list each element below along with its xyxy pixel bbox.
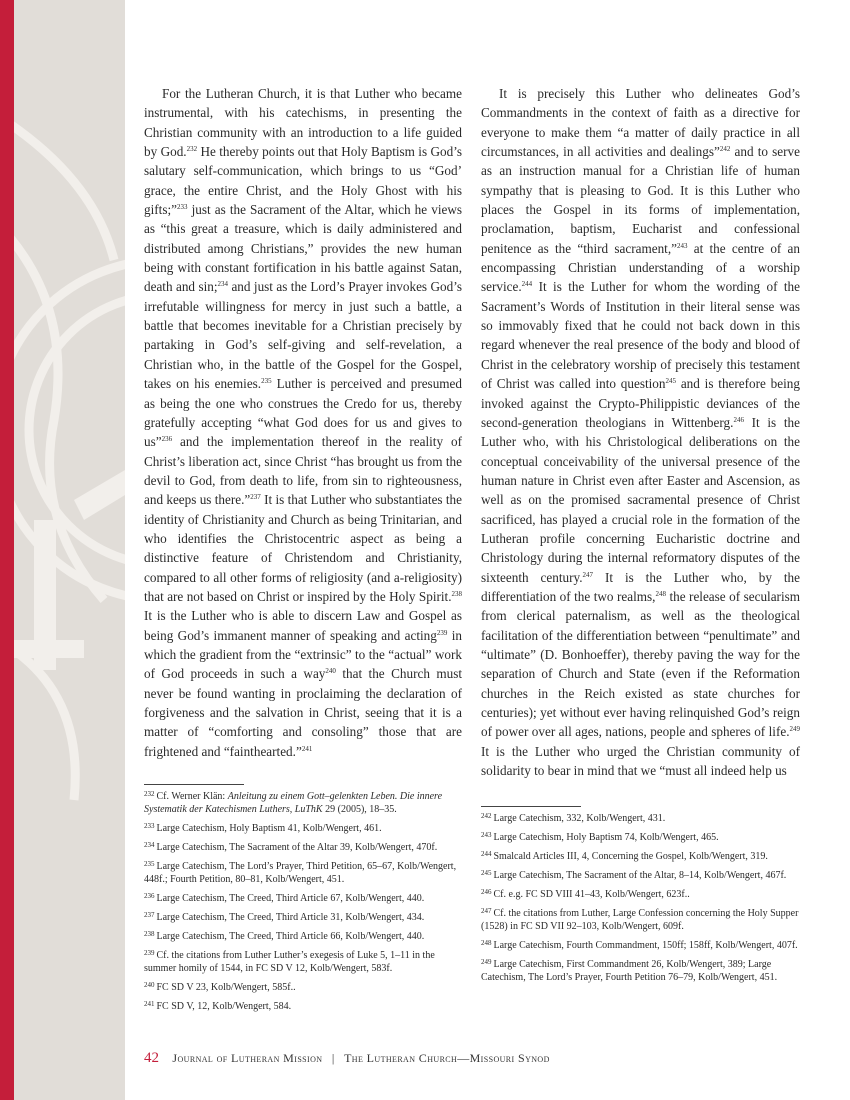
page-footer — [144, 1050, 550, 1067]
publisher-name: The Lutheran Church—Missouri Synod — [344, 1051, 550, 1065]
text-run: Large Catechism, Holy Baptism 74, Kolb/Wengert, 465. — [493, 832, 719, 843]
text-run: that the Church must never be found wanting in proclaiming the declaration of forgiveness and the salvation in Christ, seeing that it is a matter of “comforting and consoling” those that are frightened and “fainthearted.” — [144, 666, 462, 759]
footnote-number: 242 — [481, 812, 492, 820]
footnote-rule-left — [144, 784, 244, 785]
text-run: Large Catechism, The Creed, Third Article 31, Kolb/Wengert, 434. — [156, 912, 425, 923]
footnote-item — [481, 937, 800, 952]
footnote-ref: 248 — [655, 589, 666, 598]
text-run: Smalcald Articles III, 4, Concerning the Gospel, Kolb/Wengert, 319. — [493, 851, 768, 862]
text-run: and the implementation thereof in the reality of Christ’s liberation act, since Christ “has brought us from the devil to God, from death to life, from sin to righteousness, and keeps us there.” — [144, 434, 462, 508]
text-run: Large Catechism, The Sacrament of the Altar, 8–14, Kolb/Wengert, 467f. — [493, 870, 787, 881]
footnote-ref: 242 — [719, 145, 731, 154]
text-run: and just as the Lord’s Prayer invokes God’s irrefutable willingness for mercy in just such a battle, a battle that becomes inevitable for a Christian precisely by partaking in God’s self-giving and self-revelation, a Christian who, in the battle of the Gospel for the Gospel, takes on his enemies. — [144, 279, 462, 392]
footnote-number: 238 — [144, 930, 155, 938]
right-text-column — [481, 84, 800, 780]
text-run: at the centre of an encompassing Christian understanding of a worship service. — [481, 240, 800, 295]
text-run: FC SD V, 12, Kolb/Wengert, 584. — [156, 1001, 292, 1012]
text-run: and is therefore being invoked against the Crypto-Philippistic deviances of the second-generation theologians in Wittenberg. — [481, 376, 800, 430]
text-run: in which the gradient from the “extrinsic” to the “actual” work of God proceeds in such a way — [144, 627, 462, 682]
left-body-paragraph — [144, 84, 462, 761]
footnote-number: 248 — [481, 939, 492, 947]
text-run: FC SD V 23, Kolb/Wengert, 585f.. — [156, 982, 296, 993]
text-run: Cf. Werner Klän: — [156, 791, 228, 802]
footnote-item — [144, 839, 462, 854]
footnote-item — [144, 928, 462, 943]
text-run: It is the Luther who urged the Christian community of solidarity to bear in mind that we “must all indeed help us — [481, 743, 800, 779]
footnote-ref: 238 — [451, 589, 462, 598]
footnote-item — [481, 956, 800, 984]
footnote-ref: 235 — [261, 377, 272, 386]
footnote-number: 244 — [481, 850, 492, 858]
text-run: It is the Luther who, with his Christological deliberations on the conceptual conceivability of the universal presence of the human nature in Christ even after Easter and Ascension, as well as on the promised sacramental presence of Christ sacrificed, has played a crucial role in the formation of the Lutheran profile concerning Eucharistic doctrine and Christology during the internal reformatory disputes of the sixteenth century. — [481, 414, 800, 585]
text-run: Luther is perceived and presumed as being the one who construes the Credo for us, thereby gratefully accepting “what God does for us and gives to us” — [144, 376, 462, 450]
footnote-item — [481, 829, 800, 844]
footnote-number: 247 — [481, 907, 492, 915]
text-run: It is the Luther who is able to discern Law and Gospel as being God’s immanent manner of speaking and acting — [144, 608, 462, 643]
footnote-rule-right — [481, 806, 581, 807]
footnote-ref: 236 — [161, 435, 173, 444]
footnote-number: 232 — [144, 790, 155, 798]
footnote-item — [144, 909, 462, 924]
footnote-ref: 239 — [436, 628, 448, 637]
text-run: It is the Luther who, by the differentiation of the two realms, — [481, 569, 800, 604]
footnote-item — [144, 788, 462, 816]
footnote-item — [144, 858, 462, 886]
footnote-item — [481, 848, 800, 863]
footnote-item — [144, 890, 462, 905]
footnote-number: 249 — [481, 958, 492, 966]
text-run: 29 (2005), 18–35. — [322, 804, 397, 815]
footnotes-right — [481, 810, 800, 988]
right-body-paragraph — [481, 84, 800, 780]
text-run: and to serve as an instruction manual for a Christian life of human sympathy that is pleasing to God. It is this Luther who places the Gospel in its forms of implementation, proclamation, baptism, Eucharist and confessional penitence as the “third sacrament,” — [481, 144, 800, 256]
footnote-number: 235 — [144, 860, 155, 868]
footnote-number: 233 — [144, 822, 155, 830]
text-run: Large Catechism, The Creed, Third Article 67, Kolb/Wengert, 440. — [156, 893, 425, 904]
footnote-number: 236 — [144, 892, 155, 900]
footnote-number: 245 — [481, 869, 492, 877]
text-run: Large Catechism, The Sacrament of the Altar 39, Kolb/Wengert, 470f. — [156, 842, 438, 853]
text-run: just as the Sacrament of the Altar, which he views as “this great a treasure, which is daily administered and distributed among Christians,” provides the new human being with constant fortification in his battle against Satan, death and sin; — [144, 202, 462, 295]
footnote-ref: 237 — [250, 493, 261, 502]
footnote-ref: 241 — [301, 744, 313, 753]
text-run: It is the Luther for whom the wording of the Sacrament’s Words of Institution in their literal sense was so immovably fixed that he could not back down in this regard whenever the real presence of the body and blood of Christ in the celebratory worship of precisely this testament of Christ was called into question — [481, 279, 800, 392]
footnote-ref: 246 — [733, 415, 744, 424]
footnote-number: 240 — [144, 981, 155, 989]
footnote-number: 246 — [481, 888, 492, 896]
left-text-column — [144, 84, 462, 761]
footer-separator: | — [331, 1051, 335, 1065]
watermark-logo-graphic — [14, 0, 125, 1100]
footnote-ref: 240 — [325, 667, 336, 676]
text-run: Large Catechism, First Commandment 26, Kolb/Wengert, 389; Large Catechism, The Lord’s Prayer, Fourth Petition 76–79, Kolb/Wengert, 451. — [481, 959, 778, 983]
footnote-item — [144, 979, 462, 994]
footnote-item — [144, 947, 462, 975]
text-run: Cf. the citations from Luther Luther’s exegesis of Luke 5, 1–11 in the summer homily of 1544, in FC SD V 12, Kolb/Wengert, 583f. — [144, 950, 435, 974]
red-edge-strip — [0, 0, 14, 1100]
journal-title: Journal of Lutheran Mission — [172, 1051, 323, 1065]
decorative-side-band — [14, 0, 125, 1100]
text-run: Cf. the citations from Luther, Large Confession concerning the Holy Supper (1528) in FC SD VII 92–103, Kolb/Wengert, 609f. — [481, 908, 799, 932]
footnote-item — [144, 998, 462, 1013]
footnote-number: 239 — [144, 949, 155, 957]
footnote-ref: 243 — [676, 241, 688, 250]
text-run: Large Catechism, Holy Baptism 41, Kolb/Wengert, 461. — [156, 823, 382, 834]
footnote-ref: 233 — [176, 203, 188, 212]
footnote-number: 237 — [144, 911, 155, 919]
footnote-item — [481, 886, 800, 901]
footnote-ref: 232 — [186, 145, 198, 154]
footnote-ref: 244 — [521, 280, 533, 289]
footnote-ref: 247 — [582, 570, 594, 579]
footnote-number: 243 — [481, 831, 492, 839]
italic-title: Anleitung zu einem Gott–gelenkten Leben. Die innere Systematik der Katechismen Luthers, LuThK — [144, 791, 443, 815]
text-run: For the Lutheran Church, it is that Luther who became instrumental, with his catechisms, in presenting the Christian community with an introduction to a life guided by God. — [144, 86, 462, 160]
text-run: Large Catechism, The Creed, Third Article 66, Kolb/Wengert, 440. — [156, 931, 425, 942]
text-run: Cf. e.g. FC SD VIII 41–43, Kolb/Wengert, 623f.. — [493, 889, 690, 900]
footnote-ref: 234 — [217, 280, 229, 289]
footnote-number: 241 — [144, 1000, 155, 1008]
text-run: the release of secularism from clerical paternalism, as well as the theological facilitation of the differentiation between “penultimate” and “ultimate” (D. Bonhoeffer), thereby paving the way for the separation of Church and State (even if the Reformation churches in the Reich existed as state churches for centuries); yet without ever having relinquished God’s reign of power over all ages, nations, people and spheres of life. — [481, 588, 800, 740]
text-run: Large Catechism, Fourth Commandment, 150ff; 158ff, Kolb/Wengert, 407f. — [493, 940, 798, 951]
footnote-number: 234 — [144, 841, 155, 849]
footnote-ref: 245 — [665, 377, 676, 386]
page-number: 42 — [144, 1050, 159, 1066]
footnote-item — [144, 820, 462, 835]
text-run: Large Catechism, 332, Kolb/Wengert, 431. — [493, 813, 666, 824]
text-run: He thereby points out that Holy Baptism is God’s salutary self-communication, which brings to us “God’ grace, the entire Christ, and the Holy Ghost with his gifts;” — [144, 144, 462, 218]
text-run: It is precisely this Luther who delineates God’s Commandments in the context of faith as a directive for everyone to make them “a matter of daily practice in all circumstances, in all activities and dealings” — [481, 86, 800, 160]
footnote-item — [481, 905, 800, 933]
footnote-item — [481, 810, 800, 825]
footnote-ref: 249 — [789, 725, 800, 734]
text-run: Large Catechism, The Lord’s Prayer, Third Petition, 65–67, Kolb/Wengert, 448f.; Fourth Petition, 80–81, Kolb/Wengert, 451. — [144, 861, 457, 885]
footnote-item — [481, 867, 800, 882]
text-run: It is that Luther who substantiates the identity of Christianity and Church as being Trinitarian, and who identifies the Christocentric aspect as being a distinctive feature of Christendom and Christianity, compared to all other forms of religiosity (and a-religiosity) that are not based on Christ or inspired by the Holy Spirit. — [144, 492, 462, 604]
footnotes-left — [144, 788, 462, 1017]
